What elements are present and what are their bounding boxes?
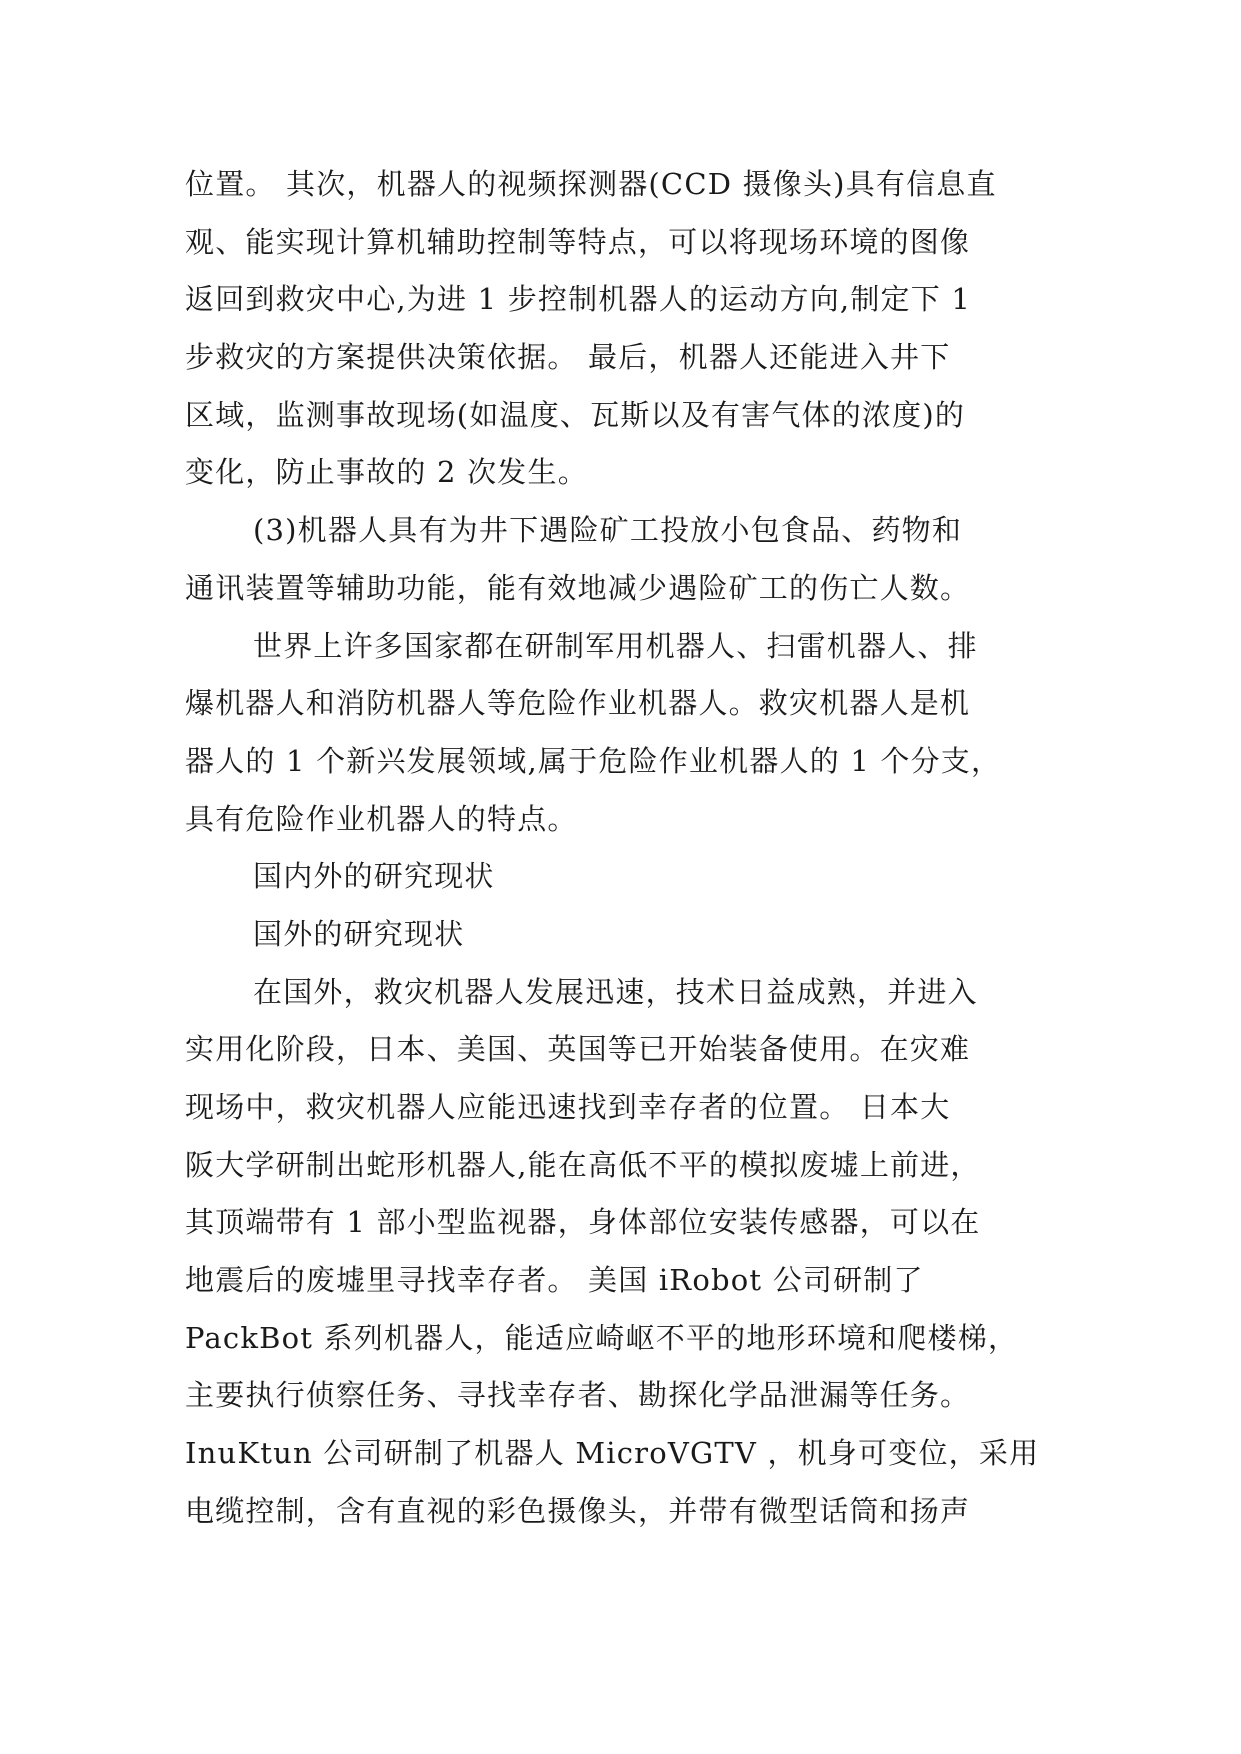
text-line: 变化，防止事故的 2 次发生。 <box>185 455 588 490</box>
text-line: PackBot 系列机器人，能适应崎岖不平的地形环境和爬楼梯， <box>185 1320 1019 1355</box>
text-line: 在国外，救灾机器人发展迅速，技术日益成熟，并进入 <box>253 974 978 1009</box>
text-line: 主要执行侦察任务、寻找幸存者、勘探化学品泄漏等任务。 <box>185 1378 971 1413</box>
text-line: 实用化阶段，日本、美国、英国等已开始装备使用。在灾难 <box>185 1032 971 1067</box>
body-text <box>185 156 1055 1541</box>
text-line: 位置。 其次，机器人的视频探测器(CCD 摄像头)具有信息直 <box>185 167 997 201</box>
text-line: 区域，监测事故现场(如温度、瓦斯以及有害气体的浓度)的 <box>185 397 966 432</box>
text-line: 现场中，救灾机器人应能迅速找到幸存者的位置。 日本大 <box>185 1090 951 1124</box>
text-line: 具有危险作业机器人的特点。 <box>185 801 578 836</box>
text-line: 其顶端带有 1 部小型监视器，身体部位安装传感器，可以在 <box>185 1205 981 1240</box>
text-line: 地震后的废墟里寻找幸存者。 美国 iRobot 公司研制了 <box>185 1263 924 1298</box>
text-line: (3)机器人具有为井下遇险矿工投放小包食品、药物和 <box>253 513 963 548</box>
text-line: 步救灾的方案提供决策依据。 最后，机器人还能进入井下 <box>185 340 951 375</box>
text-line: 电缆控制，含有直视的彩色摄像头，并带有微型话筒和扬声 <box>185 1493 971 1528</box>
text-line: 通讯装置等辅助功能，能有效地减少遇险矿工的伤亡人数。 <box>185 570 971 605</box>
text-line: 国外的研究现状 <box>253 916 465 951</box>
text-line: 国内外的研究现状 <box>253 859 495 894</box>
text-line: 器人的 1 个新兴发展领域,属于危险作业机器人的 1 个分支， <box>185 743 1002 778</box>
text-line: 爆机器人和消防机器人等危险作业机器人。救灾机器人是机 <box>185 686 971 721</box>
text-line: 返回到救灾中心,为进 1 步控制机器人的运动方向,制定下 1 <box>185 282 971 317</box>
text-line: 世界上许多国家都在研制军用机器人、扫雷机器人、排 <box>253 628 978 663</box>
text-line: InuKtun 公司研制了机器人 MicroVGTV ，机身可变位，采用 <box>185 1436 1040 1471</box>
text-line: 阪大学研制出蛇形机器人,能在高低不平的模拟废墟上前进， <box>185 1147 981 1182</box>
text-line: 观、能实现计算机辅助控制等特点，可以将现场环境的图像 <box>185 224 971 259</box>
